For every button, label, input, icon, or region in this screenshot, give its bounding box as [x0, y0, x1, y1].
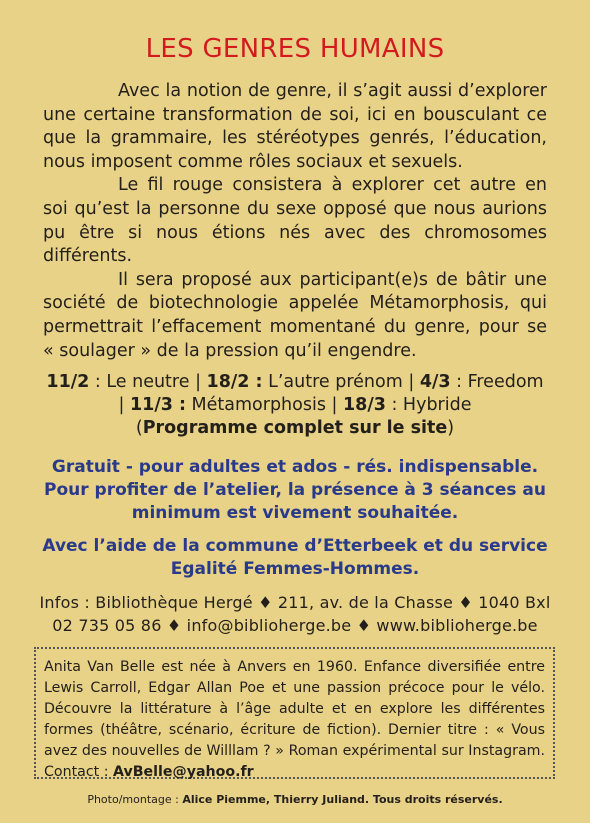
full-program-note: (Programme complet sur le site) [135, 418, 455, 438]
free-line: Gratuit - pour adultes et ados - rés. indispensable. [51, 457, 539, 477]
separator: | [189, 372, 207, 392]
credit-names: Alice Piemme, Thierry Juliand. Tous droits réservés. [182, 793, 503, 806]
session-label: : Le neutre [89, 372, 190, 392]
session-date: 18/2 : [206, 372, 263, 392]
author-bio-box [34, 647, 555, 779]
contact-line: 02 735 05 86 ♦ info@biblioherge.be ♦ www.biblioherge.be [52, 616, 538, 635]
session-date: 11/2 [46, 372, 90, 392]
attendance-line: Pour profiter de l’atelier, la présence à 3 séances au minimum est vivement souhaitée. [44, 480, 546, 523]
session-label: : Hybride [385, 395, 472, 415]
contact-info [0, 591, 590, 637]
support-notice: Avec l’aide de la commune d’Etterbeek et du service Egalité Femmes-Hommes. [42, 536, 548, 579]
session-label: Métamorphosis [185, 395, 326, 415]
credit-prefix: Photo/montage : [87, 793, 183, 806]
bio-email[interactable]: AvBelle@yahoo.fr [113, 764, 254, 780]
author-bio [44, 657, 545, 783]
free-notice [30, 456, 560, 525]
session-date: 18/3 [342, 395, 386, 415]
address-line: Infos : Bibliothèque Hergé ♦ 211, av. de la Chasse ♦ 1040 Bxl [39, 593, 551, 612]
program-schedule [43, 371, 547, 440]
full-program-label: Programme complet sur le site [142, 418, 448, 438]
separator: | [402, 372, 420, 392]
session-date: 11/3 : [129, 395, 186, 415]
session-date: 4/3 [419, 372, 451, 392]
paragraph-2: Le fil rouge consistera à explorer cet autre en soi qu’est la personne du sexe opposé que nous aurions pu être si nous étions nés avec des chromosomes différents. [43, 175, 547, 267]
paragraph-1: Avec la notion de genre, il s’agit aussi d’explorer une certaine transformation de soi, ici en bousculant ce que la grammaire, les stéréotypes genrés, l’éducation, nous imposent comme rôles sociaux et sexuels. [43, 81, 547, 172]
separator: | [325, 395, 343, 415]
session-label: L’autre prénom [262, 372, 403, 392]
paragraph-3: Il sera proposé aux participant(e)s de bâtir une société de biotechnologie appelée Métamorphosis, qui permettrait l’effacement momentané du genre, pour se « soulager » de la pression qu’il engendre. [43, 269, 547, 361]
description [43, 80, 547, 363]
session-label: : Freedom [450, 372, 544, 392]
photo-credit [0, 793, 590, 807]
session-list [43, 371, 547, 417]
separator: | [118, 395, 130, 415]
page-title: LES GENRES HUMAINS [145, 34, 445, 64]
bio-text: Anita Van Belle est née à Anvers en 1960. Enfance diversifiée entre Lewis Carroll, Edgar Allan Poe et une passion précoce pour le vélo. Découvre la littérature à l’âge adulte et en explore les différentes formes (théâtre, scénario, écriture de fiction). Dernier titre : « Vous avez des nouvelles de Willlam ? » Roman expérimental sur Instagram. Contact : [44, 659, 545, 780]
